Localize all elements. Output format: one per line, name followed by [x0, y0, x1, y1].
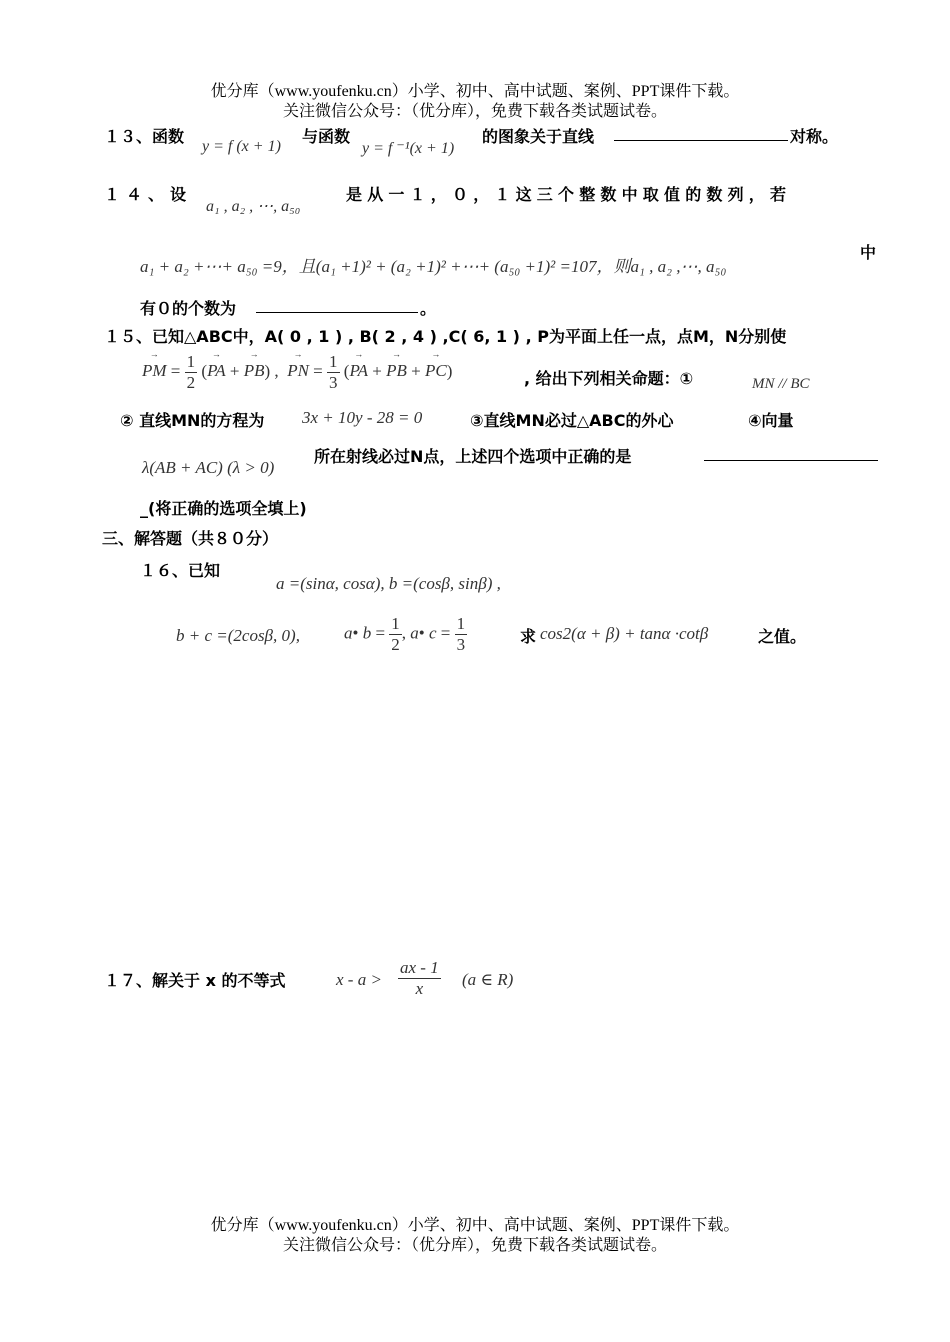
q15-claim-2-eq: 3x + 10y - 28 = 0 — [302, 408, 423, 427]
q15-fill-note: _(将正确的选项全填上) — [140, 499, 307, 518]
q13-tail: 的图象关于直线 — [482, 127, 595, 146]
q13-answer-blank[interactable] — [614, 126, 788, 141]
q14-end: 。 — [420, 299, 437, 318]
q17-condition: (a ∈ R) — [462, 970, 514, 989]
q14-condition: a₁ + a₂ +⋯+ a₅₀ =9，且(a₁ +1)² + (a₂ +1)² +⋯+ (a₅₀ +1)² =107，则a₁ , a₂ ,⋯, a₅₀ — [140, 257, 727, 276]
q15-label: １５、已知△ABC中，A( 0 , 1 ) , B( 2 , 4 ) ,C( 6, 1 ) , P为平面上任一点，点M，N分别使 — [104, 327, 787, 346]
header-line-1: 优分库（www.youfenku.cn）小学、初中、高中试题、案例、PPT课件下载。 — [210, 83, 740, 100]
q17-denominator: x — [415, 979, 424, 998]
q16-qiu: 求 — [520, 627, 537, 646]
q15-claim-3: ③直线MN必过△ABC的外心 — [470, 411, 674, 430]
q16-expression: cos2(α + β) + tanα ·cotβ — [540, 624, 709, 643]
footer-line-1: 优分库（www.youfenku.cn）小学、初中、高中试题、案例、PPT课件下载。 — [210, 1217, 740, 1234]
q16-label: １６、已知 — [140, 561, 221, 580]
footer-line-2: 关注微信公众号：（优分库），免费下载各类试题试卷。 — [282, 1237, 667, 1254]
q16-end: 之值。 — [758, 627, 807, 646]
q15-frac-third: $\frac{1}{3}$ — [329, 352, 338, 392]
q16-bc-vector: b + c =(2cosβ, 0), — [176, 626, 300, 645]
q14-label: １４、设 — [104, 185, 193, 204]
q13-end: 对称。 — [790, 127, 839, 146]
q17-lhs: x - a > — [336, 970, 382, 989]
q15-claim-2-pre: ② 直线MN的方程为 — [120, 411, 265, 430]
q15-claim-1: MN // BC — [752, 376, 810, 392]
q13-mid: 与函数 — [302, 127, 351, 146]
q13-func1: y = f (x + 1) — [202, 138, 281, 155]
header-line-2: 关注微信公众号：（优分库），免费下载各类试题试卷。 — [282, 103, 667, 120]
q15-answer-blank[interactable] — [704, 446, 878, 461]
q16-ab-vectors: a =(sinα, cosα), b =(cosβ, sinβ) , — [276, 574, 501, 593]
section-3-title: 三、解答题（共８０分） — [102, 529, 279, 548]
q15-claim-4-tail: 所在射线必过N点，上述四个选项中正确的是 — [314, 447, 632, 466]
q13-label: １３、函数 — [104, 127, 185, 146]
q15-pn: → PN — [287, 361, 309, 381]
q17-numerator: ax - 1 — [400, 958, 439, 977]
q15-pm: → PM — [142, 361, 167, 381]
q16-dot-products: a• b = $\frac{1}{2}$ , a• c = $\frac{1}{3}$ — [344, 614, 466, 654]
q13-func2: y = f ⁻¹(x + 1) — [362, 140, 455, 157]
q15-lambda: λ(AB + AC) (λ > 0) — [142, 458, 275, 477]
q15-frac-half: $\frac{1}{2}$ — [186, 352, 196, 392]
q14-zhong: 中 — [860, 243, 877, 262]
q15-claim-4: ④向量 — [748, 411, 794, 430]
q14-ask: 有０的个数为 — [140, 299, 237, 318]
q17-label: １７、解关于 x 的不等式 — [104, 971, 286, 990]
q15-given: , 给出下列相关命题：① — [524, 369, 694, 388]
q15-vector-equations: → PM = $\frac{1}{2}$ (→ PA + → PB) , → PN = $\frac{1}{3}$ (→ PA + → PB + → PC) — [142, 352, 452, 393]
q17-fraction — [398, 958, 441, 999]
q14-text: 是从一１，０，１这三个整数中取值的数列，若 — [346, 185, 792, 204]
q14-answer-blank[interactable] — [256, 298, 418, 313]
q14-seq: a₁ , a₂ , ⋯, a₅₀ — [206, 198, 301, 215]
